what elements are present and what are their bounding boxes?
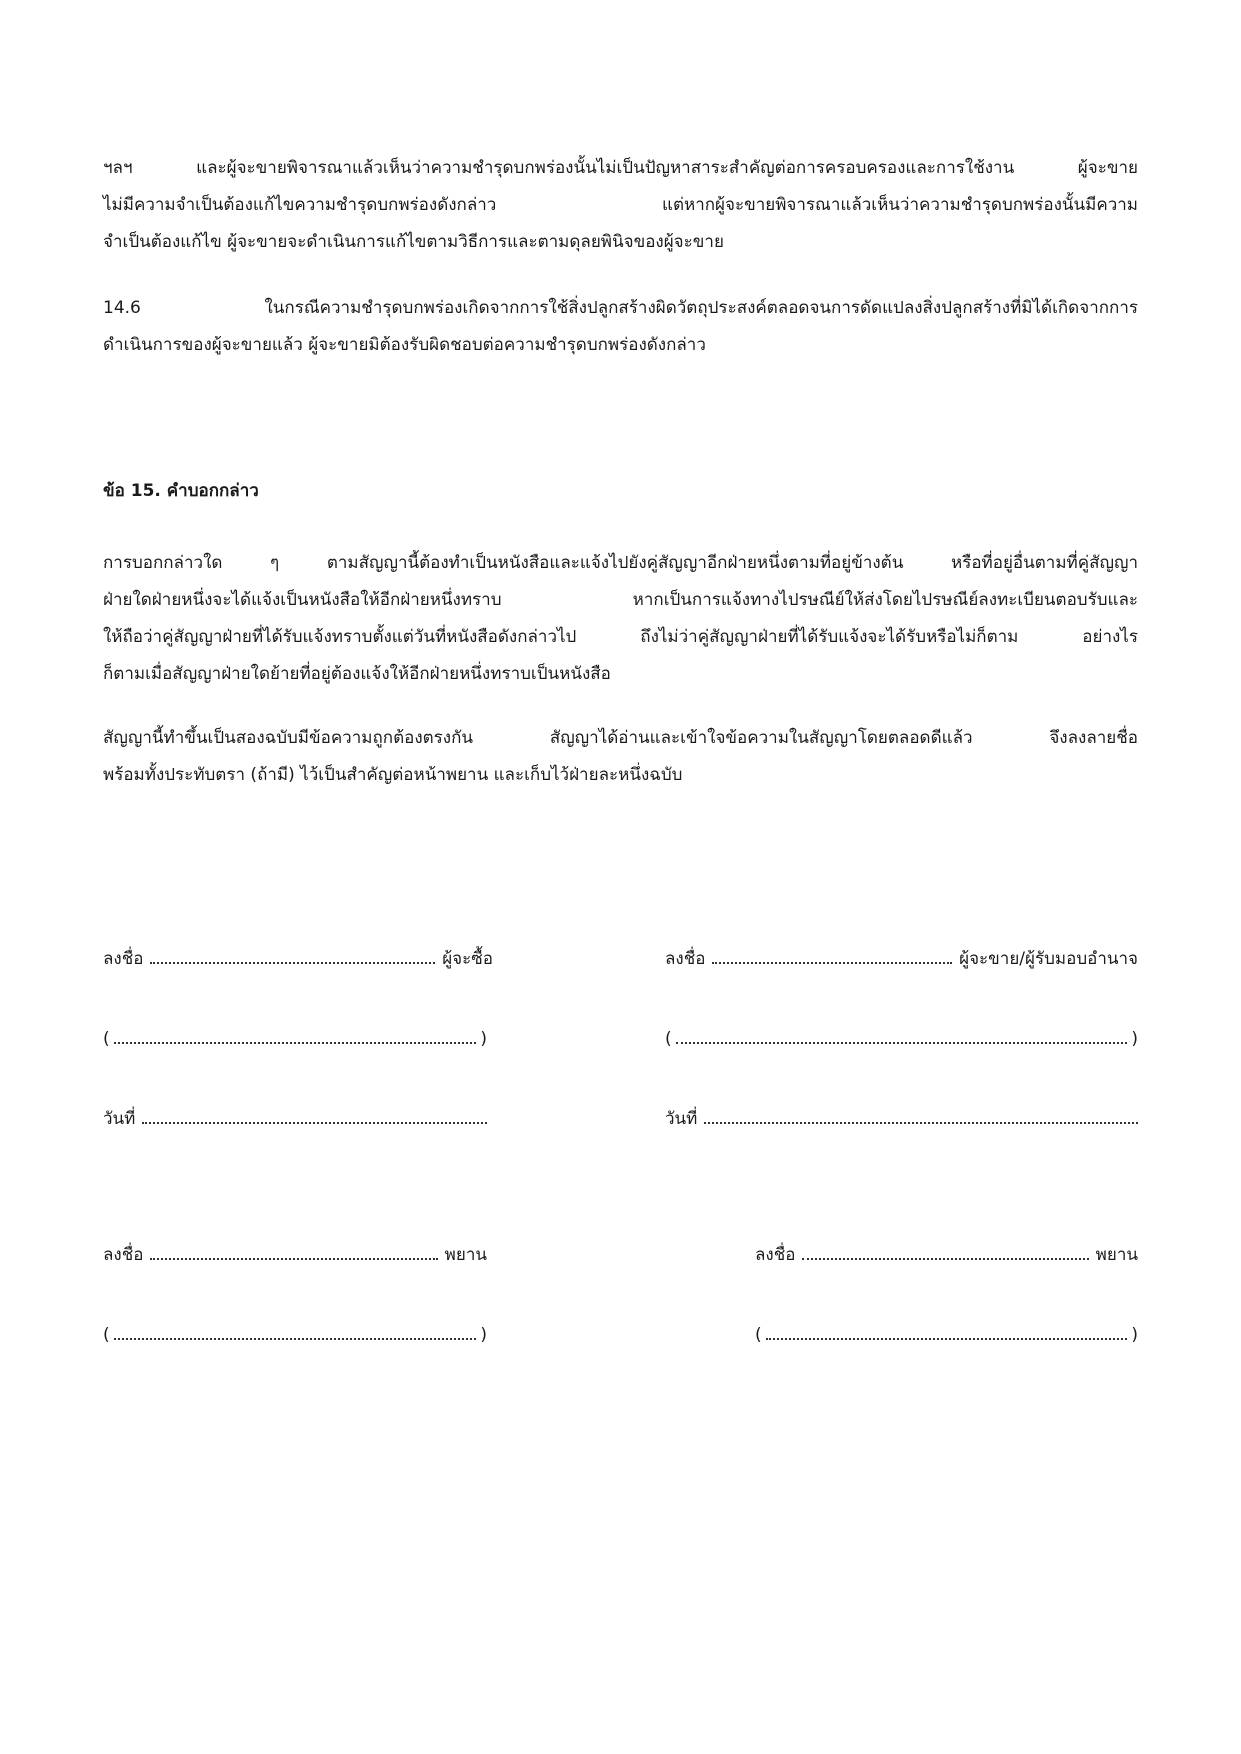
- clause-15-paragraph: [103, 545, 1138, 693]
- seller-role-label: ผู้จะขาย/ผู้รับมอบอำนาจ: [959, 949, 1138, 969]
- paragraph-line: การบอกกล่าวใด ๆ ตามสัญญานี้ต้องทำเป็นหนังสือและแจ้งไปยังคู่สัญญาอีกฝ่ายหนึ่งตามที่อยู่ข้างต้น หรือที่อยู่อื่นตามที่คู่สัญญา: [103, 553, 1138, 573]
- name-blank[interactable]: [114, 1024, 477, 1044]
- close-paren: ): [1131, 1325, 1138, 1345]
- open-paren: (: [103, 1325, 110, 1345]
- paragraph-line: ไม่มีความจำเป็นต้องแก้ไขความชำรุดบกพร่องดังกล่าว แต่หากผู้จะขายพิจารณาแล้วเห็นว่าความชำรุดบกพร่องนั้นมีความ: [103, 195, 1138, 215]
- signature-blank[interactable]: [150, 1240, 437, 1260]
- sign-label: ลงชื่อ: [103, 1245, 144, 1265]
- date-label: วันที่: [103, 1109, 136, 1129]
- buyer-role-label: ผู้จะซื้อ: [442, 949, 493, 969]
- open-paren: (: [665, 1029, 672, 1049]
- open-paren: (: [755, 1325, 762, 1345]
- name-blank[interactable]: [114, 1320, 477, 1340]
- paragraph-line: ดำเนินการของผู้จะขายแล้ว ผู้จะขายมิต้องรับผิดชอบต่อความชำรุดบกพร่องดังกล่าว: [103, 335, 706, 355]
- closing-paragraph: [103, 720, 1138, 794]
- clause-15-heading: ข้อ 15. คำบอกกล่าว: [103, 481, 259, 501]
- signature-blank[interactable]: [802, 1240, 1088, 1260]
- seller-name-line: [665, 1024, 1138, 1051]
- clause-14-6-paragraph: [103, 290, 1138, 364]
- signature-blank[interactable]: [150, 944, 435, 964]
- paragraph-line: สัญญานี้ทำขึ้นเป็นสองฉบับมีข้อความถูกต้องตรงกัน สัญญาได้อ่านและเข้าใจข้อความในสัญญาโดยตลอดดีแล้ว จึงลงลายชื่อ: [103, 728, 1138, 748]
- paragraph-line: ก็ตามเมื่อสัญญาฝ่ายใดย้ายที่อยู่ต้องแจ้งให้อีกฝ่ายหนึ่งทราบเป็นหนังสือ: [103, 664, 611, 684]
- paragraph-line: ให้ถือว่าคู่สัญญาฝ่ายที่ได้รับแจ้งทราบตั้งแต่วันที่หนังสือดังกล่าวไป ถึงไม่ว่าคู่สัญญาฝ่ายที่ได้รับแจ้งจะได้รับหรือไม่ก็ตาม อย่างไร: [103, 627, 1138, 647]
- buyer-name-line: [103, 1024, 487, 1051]
- seller-signature-line: [665, 944, 1138, 971]
- buyer-signature-line: [103, 944, 493, 971]
- witness-2-name-line: [755, 1320, 1138, 1347]
- signature-blank[interactable]: [712, 944, 952, 964]
- paragraph-line: ฝ่ายใดฝ่ายหนึ่งจะได้แจ้งเป็นหนังสือให้อีกฝ่ายหนึ่งทราบ หากเป็นการแจ้งทางไปรษณีย์ให้ส่งโดยไปรษณีย์ลงทะเบียนตอบรับและ: [103, 590, 1138, 610]
- paragraph-line: ฯลฯ และผู้จะขายพิจารณาแล้วเห็นว่าความชำรุดบกพร่องนั้นไม่เป็นปัญหาสาระสำคัญต่อการครอบครองและการใช้งาน ผู้จะขาย: [103, 158, 1138, 178]
- witness-2-signature-line: [755, 1240, 1138, 1267]
- sign-label: ลงชื่อ: [103, 949, 144, 969]
- seller-date-line: [665, 1104, 1138, 1131]
- continuation-paragraph: [103, 150, 1138, 261]
- close-paren: ): [480, 1325, 487, 1345]
- witness-role-label: พยาน: [444, 1245, 487, 1265]
- name-blank[interactable]: [676, 1024, 1128, 1044]
- paragraph-line: พร้อมทั้งประทับตรา (ถ้ามี) ไว้เป็นสำคัญต่อหน้าพยาน และเก็บไว้ฝ่ายละหนึ่งฉบับ: [103, 765, 683, 785]
- close-paren: ): [1131, 1029, 1138, 1049]
- sign-label: ลงชื่อ: [755, 1245, 796, 1265]
- sign-label: ลงชื่อ: [665, 949, 706, 969]
- witness-1-name-line: [103, 1320, 487, 1347]
- paragraph-line: จำเป็นต้องแก้ไข ผู้จะขายจะดำเนินการแก้ไขตามวิธีการและตามดุลยพินิจของผู้จะขาย: [103, 232, 724, 252]
- close-paren: ): [480, 1029, 487, 1049]
- date-label: วันที่: [665, 1109, 698, 1129]
- witness-1-signature-line: [103, 1240, 487, 1267]
- date-blank[interactable]: [142, 1104, 487, 1124]
- paragraph-line: 14.6 ในกรณีความชำรุดบกพร่องเกิดจากการใช้สิ่งปลูกสร้างผิดวัตถุประสงค์ตลอดจนการดัดแปลงสิ่งปลูกสร้างที่มิได้เกิดจากการ: [103, 298, 1138, 318]
- witness-role-label: พยาน: [1095, 1245, 1138, 1265]
- open-paren: (: [103, 1029, 110, 1049]
- buyer-date-line: [103, 1104, 487, 1131]
- date-blank[interactable]: [704, 1104, 1138, 1124]
- name-blank[interactable]: [766, 1320, 1128, 1340]
